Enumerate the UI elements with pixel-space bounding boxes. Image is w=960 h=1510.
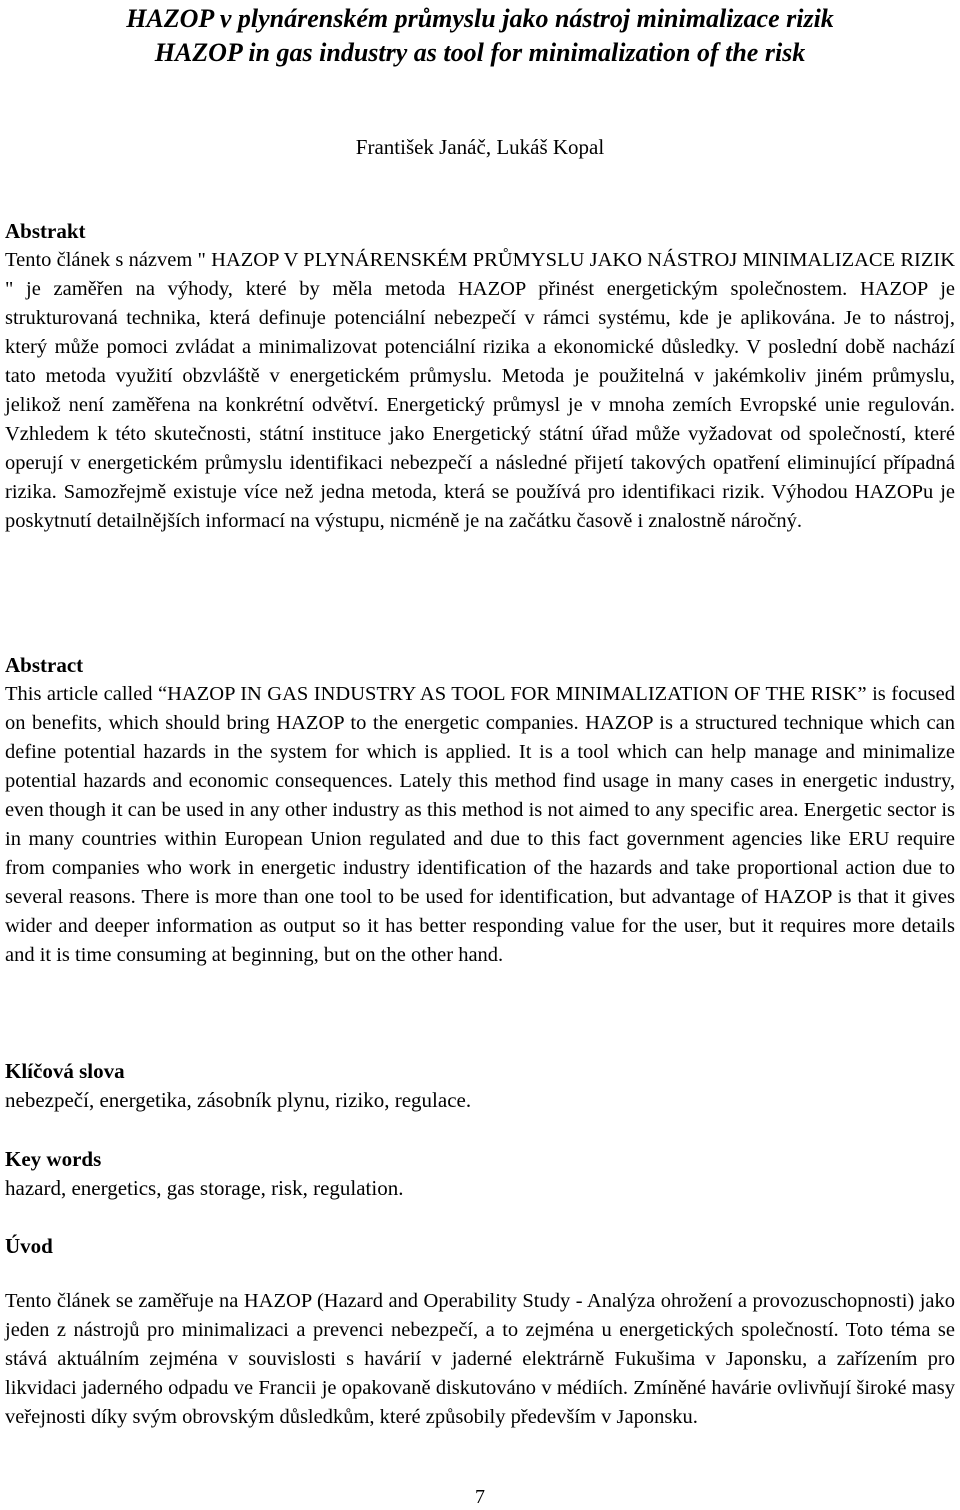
uvod-section — [5, 1232, 955, 1261]
abstrakt-section — [5, 217, 955, 536]
key-words-text: hazard, energetics, gas storage, risk, regulation. — [5, 1176, 404, 1200]
abstrakt-text: Tento článek s názvem " HAZOP V PLYNÁRENSKÉM PRŮMYSLU JAKO NÁSTROJ MINIMALIZACE RIZIK " je zaměřen na výhody, které by měla metoda HAZOP přinést energetickým společnostem. HAZOP je strukturovaná technika, která definuje potenciální nebezpečí v rámci systému, kde je aplikována. Je to nástroj, který může pomoci zvládat a minimalizovat potenciální rizika a ekonomické důsledky. V poslední době nachází tato metoda využití obzvláště v energetickém průmyslu. Metoda je použitelná v jakémkoliv jiném průmyslu, jelikož není zaměřena na konkrétní odvětví. Energetický průmysl je v mnoha zemích Evropské unie regulován. Vzhledem k této skutečnosti, státní instituce jako Energetický státní úřad může vyžadovat od společností, které operují v energetickém průmyslu identifikaci nebezpečí a následné přijetí takových opatření eliminující případná rizika. Samozřejmě existuje více než jedna metoda, která se používá pro identifikaci rizik. Výhodou HAZOPu je poskytnutí detailnějších informací na výstupu, nicméně je na začátku časově i znalostně náročný. — [5, 249, 955, 532]
key-words-heading: Key words — [5, 1147, 102, 1171]
page-number: 7 — [475, 1486, 485, 1508]
uvod-heading: Úvod — [5, 1234, 53, 1258]
klicova-slova-section — [5, 1057, 955, 1115]
key-words-section — [5, 1145, 955, 1203]
abstract-text: This article called “HAZOP IN GAS INDUSTRY AS TOOL FOR MINIMALIZATION OF THE RISK” is focused on benefits, which should bring HAZOP to the energetic companies. HAZOP is a structured technique which can define potential hazards in the system for which is applied. It is a tool which can help manage and minimalize potential hazards and economic consequences. Lately this method find usage in many cases in energetic industry, even though it can be used in any other industry as this method is not aimed to any specific area. Energetic sector is in many countries within European Union regulated and due to this fact government agencies like ERU require from companies who work in energetic industry identification of the hazards and take proportional action due to several reasons. There is more than one tool to be used for identification, but advantage of HAZOP is that it gives wider and deeper information as output so it has better responding value for the user, but it requires more details and it is time consuming at beginning, but on the other hand. — [5, 683, 955, 966]
klicova-slova-heading: Klíčová slova — [5, 1059, 125, 1083]
abstract-heading: Abstract — [5, 653, 84, 677]
klicova-slova-text: nebezpečí, energetika, zásobník plynu, riziko, regulace. — [5, 1088, 472, 1112]
abstract-section — [5, 651, 955, 970]
abstrakt-heading: Abstrakt — [5, 219, 86, 243]
title-czech: HAZOP v plynárenském průmyslu jako nástroj minimalizace rizik — [126, 4, 834, 33]
authors: František Janáč, Lukáš Kopal — [355, 135, 605, 159]
uvod-text: Tento článek se zaměřuje na HAZOP (Hazard and Operability Study - Analýza ohrožení a provozuschopnosti) jako jeden z nástrojů pro minimalizaci a prevenci nebezpečí, a to zejména u energetických společností. Toto téma se stává aktuálním zejména v souvislosti s havárií v jaderné elektrárně Fukušima v Japonsku, a zařízením pro likvidaci jaderného odpadu ve Francii je opakovaně diskutováno v médiích. Zmíněné havárie ovlivňují široké masy veřejnosti díky svým obrovským důsledkům, které způsobily především v Japonsku. — [5, 1290, 955, 1428]
uvod-body — [5, 1287, 955, 1432]
title-english: HAZOP in gas industry as tool for minimalization of the risk — [154, 38, 806, 67]
